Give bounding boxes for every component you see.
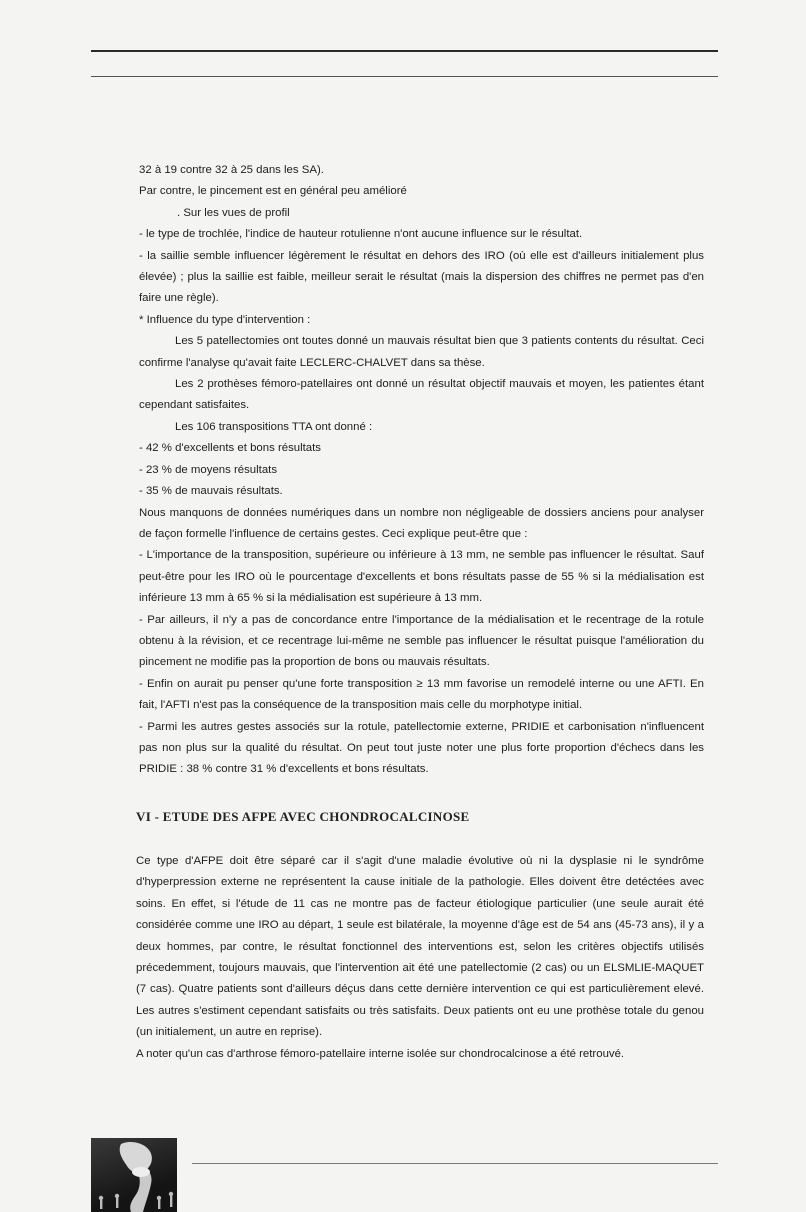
subheading-profile-views: . Sur les vues de profil	[177, 206, 290, 219]
body-line: - le type de trochlée, l'indice de hauteur rotulienne n'ont aucune influence sur le résultat.	[139, 228, 583, 241]
list-item: - 23 % de moyens résultats	[139, 463, 278, 476]
body-paragraph: - L'importance de la transposition, supérieure ou inférieure à 13 mm, ne semble pas influencer le résultat. Sauf peut-être pour les IRO où le pourcentage d'excellents et bons résultats passe de 55 % si la médialisation est inférieure 13 mm à 65 % si la médialisation est supérieure à 13 mm.	[139, 549, 704, 605]
body-line: Par contre, le pincement est en général peu amélioré	[139, 185, 407, 198]
section-note: A noter qu'un cas d'arthrose fémoro-patellaire interne isolée sur chondrocalcinose a été retrouvé.	[136, 1047, 625, 1060]
body-paragraph: Les 2 prothèses fémoro-patellaires ont donné un résultat objectif mauvais et moyen, les patientes étant cependant satisfaites.	[139, 378, 704, 412]
header-rule-top	[91, 50, 718, 52]
body-paragraph: Les 5 patellectomies ont toutes donné un mauvais résultat bien que 3 patients contents du résultat. Ceci confirme l'analyse qu'avait faite LECLERC-CHALVET dans sa thèse.	[139, 335, 704, 369]
section-paragraph: Ce type d'AFPE doit être séparé car il s'agit d'une maladie évolutive où ni la dysplasie ni le syndrôme d'hyperpression externe ne représentent la cause initiale de la pathologie. Elles doivent être detéctées avec soins. En effet, si l'étude de 11 cas ne montre pas de facteur étiologique particulier (une seule aurait été considérée comme une IRO au départ, 1 seule est bilatérale, la moyenne d'âge est de 54 ans (45-73 ans), il y a deux hommes, par contre, le résultat fonctionnel des interventions est, selon les critères objectifs utilisés précedemment, toujours mauvais, que l'intervention ait été une patellectomie (2 cas) ou un ELSMLIE-MAQUET (7 cas). Quatre patients sont d'ailleurs déçus dans cette dernière intervention ce qui est particulièrement elevé. Les autres s'estiment cependant satisfaits ou très satisfaits. Deux patients ont eu une prothèse totale du genou (un initialement, un autre en reprise).	[136, 855, 704, 1039]
section-body	[136, 851, 704, 1065]
body-paragraph: - Enfin on aurait pu penser qu'une forte transposition ≥ 13 mm favorise un remodelé interne ou une AFTI. En fait, l'AFTI n'est pas la conséquence de la transposition mais celle du morphotype initial.	[139, 677, 704, 712]
body-line: Les 106 transpositions TTA ont donné :	[175, 420, 373, 433]
body-paragraph: - la saillie semble influencer légèrement le résultat en dehors des IRO (où elle est d'ailleurs initialement plus élevée) ; plus la saillie est faible, meilleur serait le résultat (mais la dispersion des chiffres ne permet pas d'en faire une règle).	[139, 249, 704, 305]
knee-skeleton-logo-icon	[91, 1138, 177, 1212]
body-paragraph: Nous manquons de données numériques dans un nombre non négligeable de dossiers anciens pour analyser de façon formelle l'influence de certains gestes. Ceci explique peut-être que :	[139, 506, 704, 540]
section-title: VI - ETUDE DES AFPE AVEC CHONDROCALCINOSE	[136, 809, 470, 824]
body-line: 32 à 19 contre 32 à 25 dans les SA).	[139, 164, 324, 176]
list-item: - 35 % de mauvais résultats.	[139, 485, 283, 498]
header-rule-bottom	[91, 76, 718, 77]
subheading-intervention: * Influence du type d'intervention :	[139, 313, 311, 326]
list-item: - 42 % d'excellents et bons résultats	[139, 442, 321, 455]
body-paragraph: - Par ailleurs, il n'y a pas de concordance entre l'importance de la médialisation et le recentrage de la rotule obtenu à la révision, et ce recentrage lui-même ne semble pas influencer le résultat puisque l'amélioration du pincement ne modifie pas la proportion de bons ou mauvais résultats.	[139, 613, 704, 669]
footer-rule	[192, 1163, 718, 1164]
page-body	[139, 160, 704, 781]
body-paragraph: - Parmi les autres gestes associés sur la rotule, patellectomie externe, PRIDIE et carbonisation n'influencent pas non plus sur la qualité du résultat. On peut tout juste noter une plus forte proportion d'échecs dans les PRIDIE : 38 % contre 31 % d'excellents et bons résultats.	[139, 720, 704, 776]
